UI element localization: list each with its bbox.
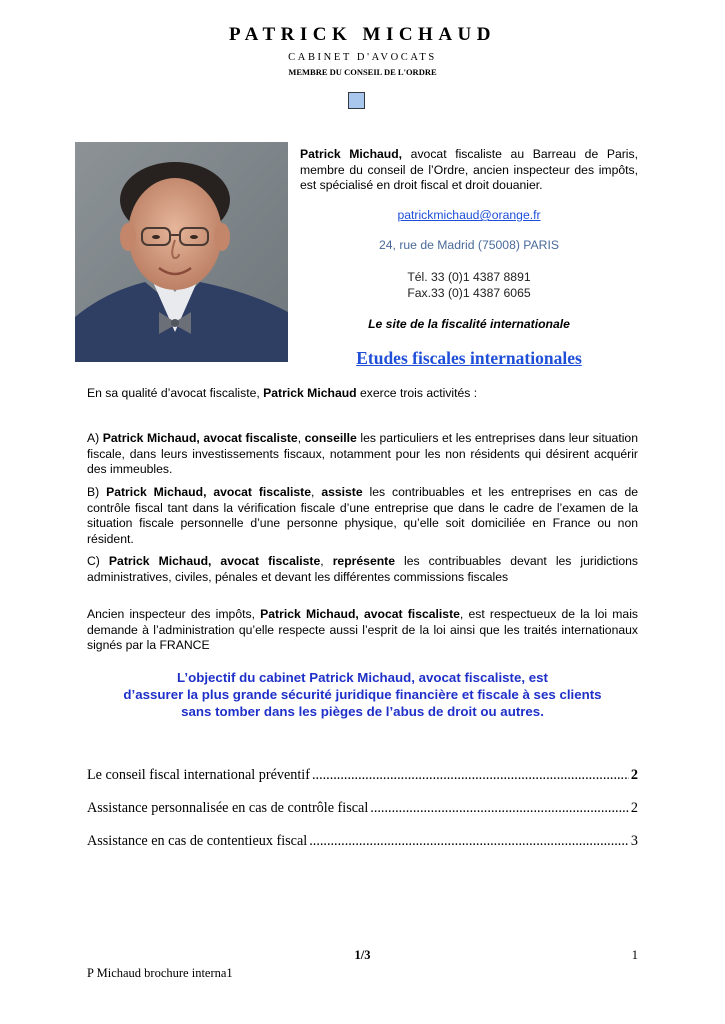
toc-title[interactable]: Assistance personnalisée en cas de contrôle fiscal [87,800,369,816]
ancien-post: , est respectueux de la loi mais demande à l’administration qu’elle respecte aussi l’esprit de la loi ainsi que les traités internationaux signés par la FRANCE [87,607,638,652]
objectif-line: d’assurer la plus grande sécurité juridique financière et fiscale à ses clients [123,687,602,702]
blue-square-icon [348,92,365,109]
activity-sep: , [311,485,322,499]
toc-leader [309,832,629,850]
toc-page: 3 [630,833,638,849]
activity-sep: , [320,554,333,568]
activity-rest: les particuliers et les entreprises dans leur situation fiscale, dans leurs investissements fiscaux, notamment pour les non résidents qui désirent acquérir des immeubles. [87,431,638,476]
footer-filename: P Michaud brochure interna1 [87,966,233,980]
toc-title[interactable]: Assistance en cas de contentieux fiscal [87,833,308,849]
qualite-post: exerce trois activités : [356,386,478,400]
tel-text: Tél. 33 (0)1 4387 8891 [407,270,531,284]
etudes-link[interactable]: Etudes fiscales internationales [356,348,582,368]
footer-page-number: 1 [631,948,638,962]
objectif-line: sans tomber dans les pièges de l’abus de droit ou autres. [181,704,544,719]
activity-a [87,431,638,478]
qualite-paragraph [87,386,638,402]
header-membre: MEMBRE DU CONSEIL DE L'ORDRE [288,67,437,77]
intro-name: Patrick Michaud, [300,147,403,161]
intro-text [300,147,638,194]
ancien-paragraph [87,607,638,654]
toc-entry[interactable] [87,764,638,784]
activity-c [87,554,638,585]
ancien-bold: Patrick Michaud, avocat fiscaliste [260,607,460,621]
address-text: 24, rue de Madrid (75008) PARIS [379,238,559,252]
qualite-pre: En sa qualité d’avocat fiscaliste, [87,386,264,400]
intro-body: avocat fiscaliste au Barreau de Paris, membre du conseil de l’Ordre, ancien inspecteur des impôts, est spécialisé en droit fiscal et droit douanier. [300,147,638,192]
activity-letter: A) [87,431,103,445]
toc-entry[interactable] [87,797,638,817]
activity-verb: conseille [304,431,357,445]
activity-subject: Patrick Michaud, avocat fiscaliste [108,554,321,568]
email-link[interactable]: patrickmichaud@orange.fr [397,208,541,222]
activity-verb: représente [332,554,396,568]
toc-leader [312,766,629,784]
activity-rest: les contribuables et les entreprises en cas de contrôle fiscal tant dans la vérification fiscale d’une entreprise que dans le cadre de l’examen de la situation fiscale personnelle d’une personne physique, qu’elle soit domiciliée en France ou non résident. [87,485,638,546]
phone-block [300,270,638,301]
activity-letter: B) [87,485,107,499]
header-cabinet: CABINET D'AVOCATS [288,52,437,63]
qualite-bold: Patrick Michaud [263,386,357,400]
toc-entry[interactable] [87,830,638,850]
toc-page: 2 [630,800,638,816]
fax-text: Fax.33 (0)1 4387 6065 [407,285,531,300]
site-tagline: Le site de la fiscalité internationale [368,317,570,331]
toc-page: 2 [630,767,638,783]
toc-leader [370,799,629,817]
objectif-line: L’objectif du cabinet Patrick Michaud, avocat fiscaliste, est [177,670,548,685]
header-name: PATRICK MICHAUD [228,24,497,45]
activity-letter: C) [87,554,109,568]
activity-rest: les contribuables devant les juridictions administratives, civiles, pénales et devant les différentes commissions fiscales [87,554,639,584]
activity-subject: Patrick Michaud, avocat fiscaliste [102,431,298,445]
portrait-photo [75,142,288,362]
toc-title[interactable]: Le conseil fiscal international préventif [87,767,310,783]
activity-sep: , [297,431,305,445]
activity-verb: assiste [321,485,363,499]
objectif-block [87,669,638,720]
footer-page-of: 1/3 [354,948,371,962]
activity-b [87,485,638,547]
ancien-pre: Ancien inspecteur des impôts, [87,607,261,621]
activity-subject: Patrick Michaud, avocat fiscaliste [106,485,312,499]
